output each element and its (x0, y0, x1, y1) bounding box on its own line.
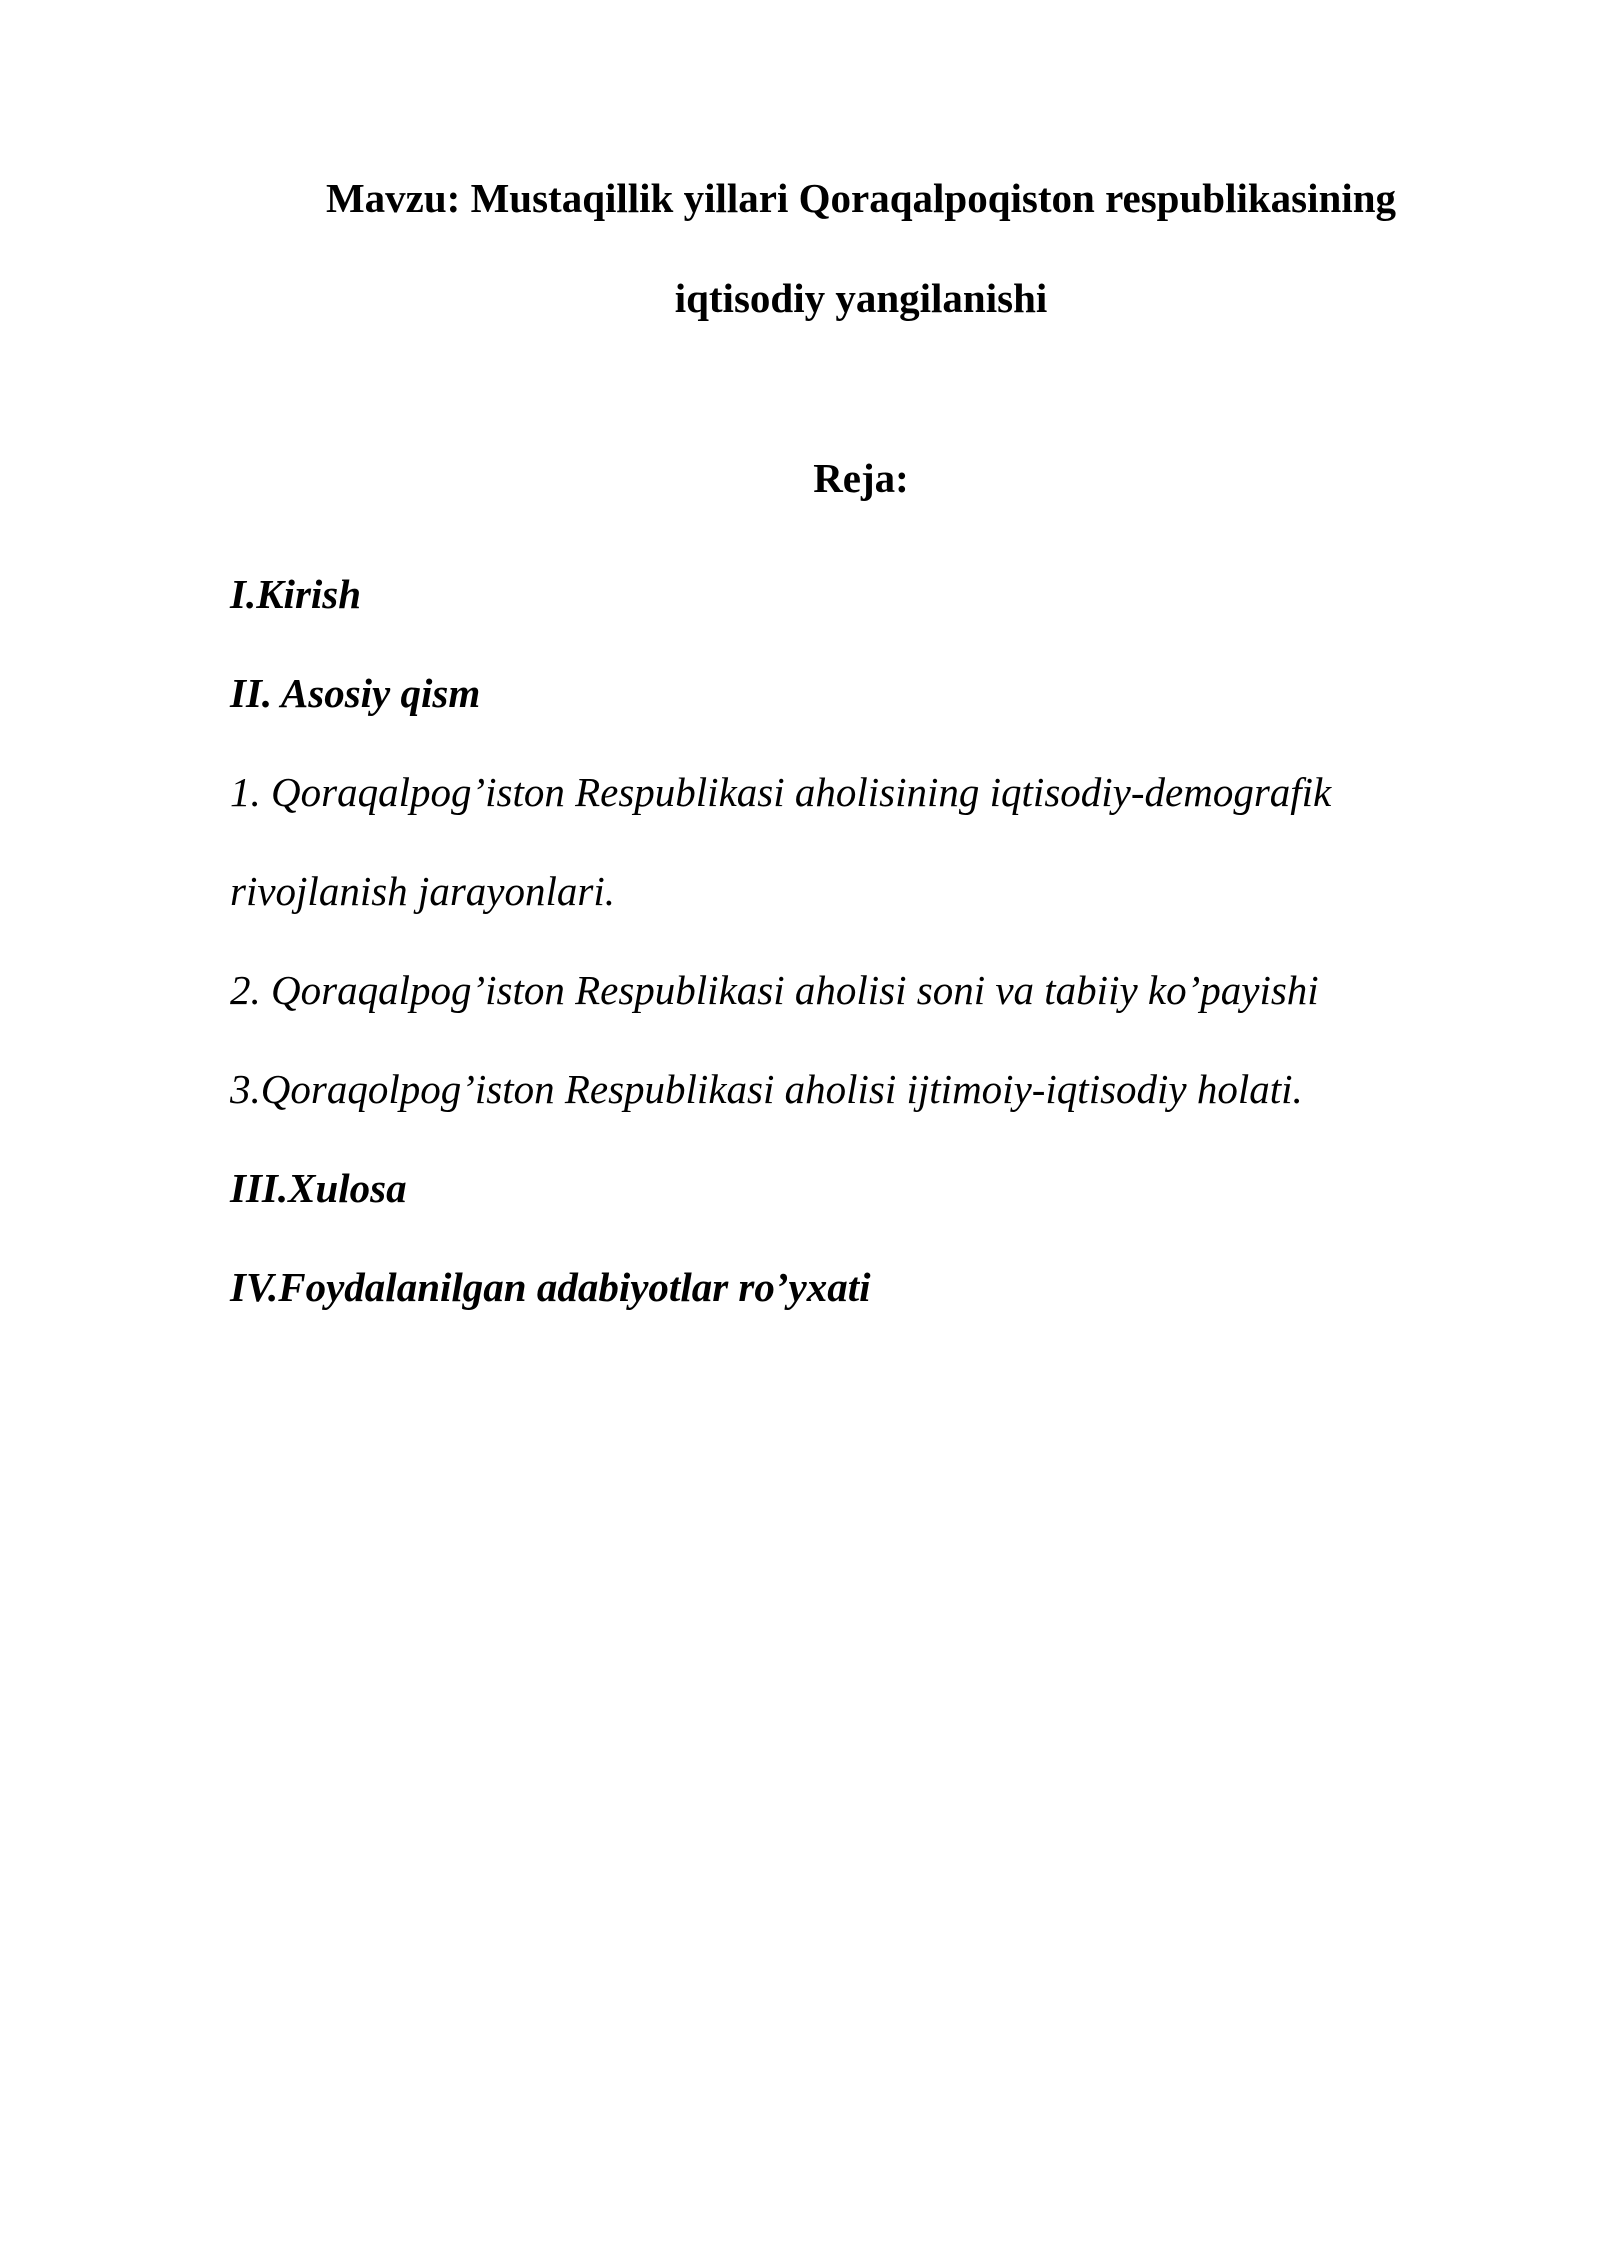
plan-heading: Reja: (813, 455, 909, 501)
plan-item-3: 3.Qoraqolpog’iston Respublikasi aholisi ijtimoiy-iqtisodiy holati. (230, 1066, 1303, 1112)
plan-item-1-line-2: rivojlanish jarayonlari. (230, 868, 615, 914)
plan-item-references: IV.Foydalanilgan adabiyotlar ro’yxati (230, 1264, 871, 1310)
document-title (230, 148, 1492, 348)
plan-item-main-part: II. Asosiy qism (230, 670, 481, 716)
plan-item-conclusion: III.Xulosa (230, 1165, 407, 1211)
plan-item-introduction: I.Kirish (230, 571, 362, 617)
plan-list (230, 545, 1492, 1337)
title-line-2: iqtisodiy yangilanishi (674, 275, 1048, 321)
title-line-1: Mavzu: Mustaqillik yillari Qoraqalpoqiston respublikasining (325, 175, 1397, 221)
plan-item-2: 2. Qoraqalpog’iston Respublikasi aholisi soni va tabiiy ko’payishi (230, 967, 1319, 1013)
plan-item-1-line-1: 1. Qoraqalpog’iston Respublikasi aholisining iqtisodiy-demografik (230, 769, 1332, 815)
